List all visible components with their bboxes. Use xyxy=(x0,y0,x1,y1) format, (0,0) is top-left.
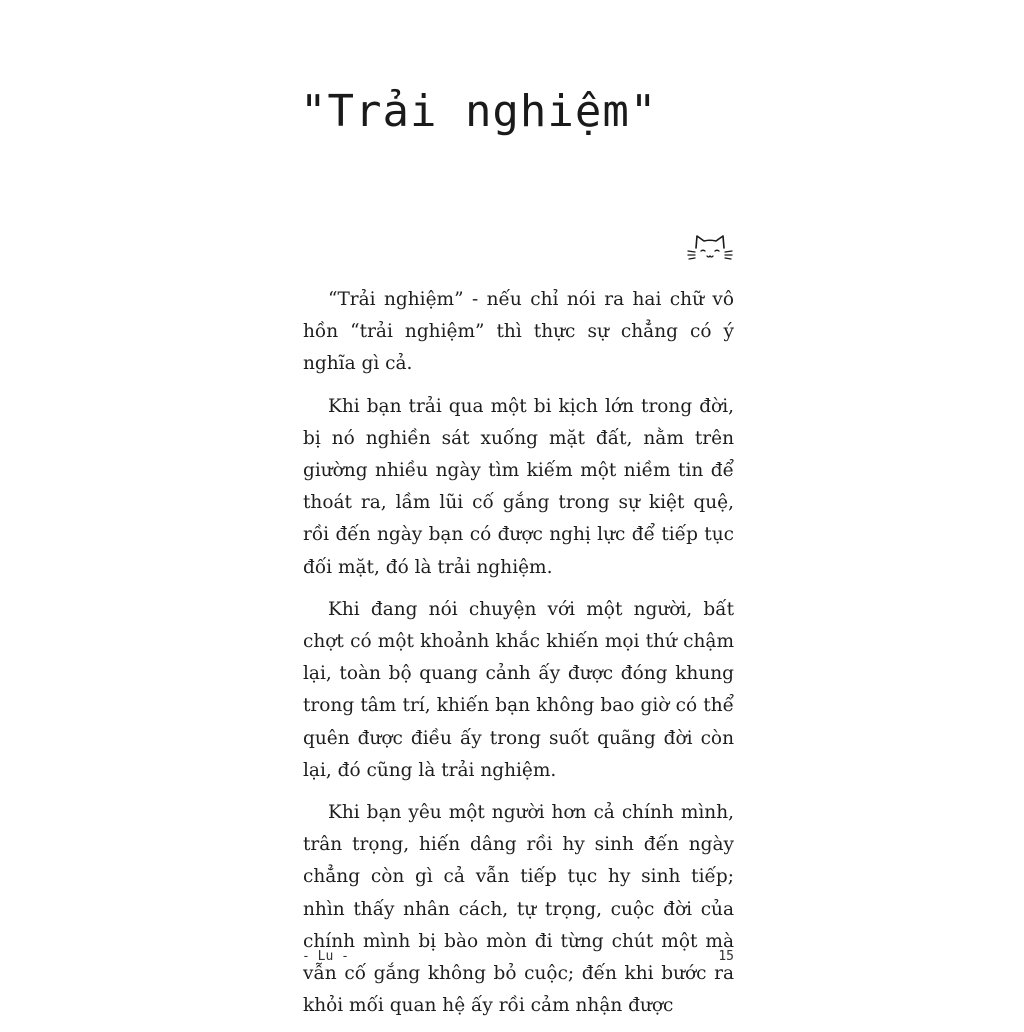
body-text xyxy=(303,284,734,1032)
paragraph: “Trải nghiệm” - nếu chỉ nói ra hai chữ vô hồn “trải nghiệm” thì thực sự chẳng có ý nghĩa gì cả. xyxy=(303,289,734,375)
footer-author: - Lu - xyxy=(302,949,349,964)
paragraph: Khi bạn yêu một người hơn cả chính mình, trân trọng, hiến dâng rồi hy sinh đến ngày chẳng còn gì cả vẫn tiếp tục hy sinh tiếp; nhìn thấy nhân cách, tự trọng, cuộc đời của chính mình bị bào mòn đi từng chút một mà vẫn cố gắng không bỏ cuộc; đến khi bước ra khỏi mối quan hệ ấy rồi cảm nhận được xyxy=(303,802,734,1017)
paragraph: Khi bạn trải qua một bi kịch lớn trong đời, bị nó nghiền sát xuống mặt đất, nằm trên giường nhiều ngày tìm kiếm một niềm tin để thoát ra, lầm lũi cố gắng trong sự kiệt quệ, rồi đến ngày bạn có được nghị lực để tiếp tục đối mặt, đó là trải nghiệm. xyxy=(303,395,734,578)
chapter-title: "Trải nghiệm" xyxy=(300,86,658,137)
page-number: 15 xyxy=(718,949,734,964)
cat-face-icon xyxy=(686,232,734,268)
paragraph: Khi đang nói chuyện với một người, bất chợt có một khoảnh khắc khiến mọi thứ chậm lại, toàn bộ quang cảnh ấy được đóng khung trong tâm trí, khiến bạn không bao giờ có thể quên được điều ấy trong suốt quãng đời còn lại, đó cũng là trải nghiệm. xyxy=(303,598,734,781)
